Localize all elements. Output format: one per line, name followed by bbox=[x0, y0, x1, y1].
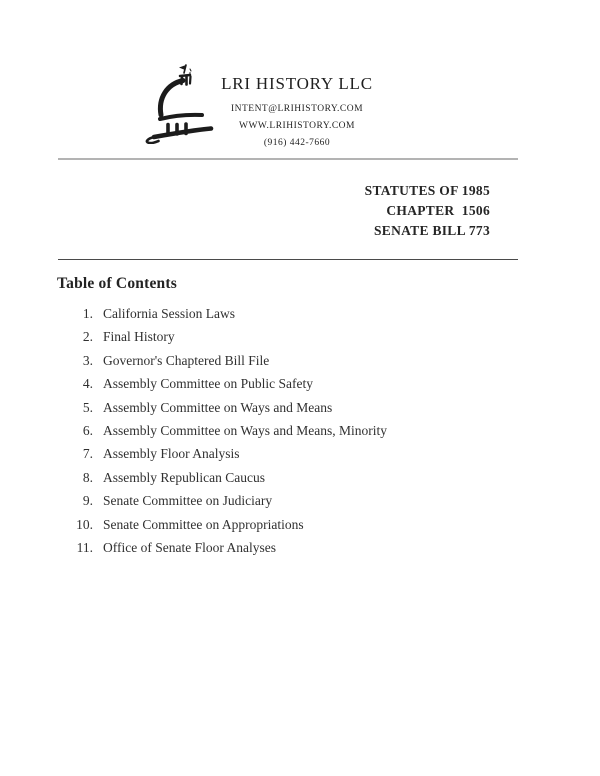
toc-item-number: 10. bbox=[76, 516, 93, 532]
toc-list-item bbox=[58, 329, 518, 352]
toc-list-item bbox=[58, 353, 518, 376]
toc-item-number: 1. bbox=[82, 306, 93, 321]
contact-website: WWW.LRIHISTORY.COM bbox=[239, 121, 355, 131]
toc-list-item bbox=[58, 446, 518, 469]
toc-item-number: 2. bbox=[82, 329, 93, 345]
toc-item-number: 5. bbox=[82, 399, 93, 415]
statutes-line: STATUTES OF 1985 bbox=[364, 183, 490, 198]
senate-bill-line: SENATE BILL 773 bbox=[373, 223, 490, 238]
toc-heading: Table of Contents bbox=[57, 275, 177, 292]
divider-rule-bottom bbox=[58, 259, 518, 260]
toc-item-number: 11. bbox=[76, 539, 93, 555]
toc-item-label: Assembly Republican Caucus bbox=[103, 469, 265, 485]
toc-list-item bbox=[58, 306, 518, 329]
divider-rule-top bbox=[58, 158, 518, 160]
toc-item-number: 4. bbox=[82, 376, 93, 392]
toc-list-item bbox=[58, 470, 518, 493]
toc-item-label: Assembly Floor Analysis bbox=[103, 446, 240, 462]
toc-list-item bbox=[58, 423, 518, 446]
statute-reference bbox=[365, 181, 490, 241]
toc-list-item bbox=[58, 517, 518, 540]
contact-phone: (916) 442-7660 bbox=[263, 138, 331, 148]
toc-list-item bbox=[58, 493, 518, 516]
toc-list-item bbox=[58, 540, 518, 563]
toc-item-label: Senate Committee on Appropriations bbox=[103, 516, 304, 532]
toc-item-label: Assembly Committee on Ways and Means bbox=[103, 399, 333, 415]
toc-item-label: Assembly Committee on Public Safety bbox=[103, 376, 313, 392]
toc-list-item bbox=[58, 376, 518, 399]
toc-item-label: Senate Committee on Judiciary bbox=[103, 493, 273, 509]
contact-email: INTENT@LRIHISTORY.COM bbox=[230, 104, 364, 114]
toc-item-number: 3. bbox=[82, 352, 93, 368]
toc-item-label: Final History bbox=[103, 329, 175, 345]
toc-item-label: California Session Laws bbox=[103, 306, 235, 321]
toc-item-number: 8. bbox=[82, 469, 93, 485]
toc-item-label: Governor's Chaptered Bill File bbox=[103, 352, 270, 368]
chapter-line: CHAPTER 1506 bbox=[386, 203, 490, 218]
toc-item-number: 7. bbox=[82, 446, 93, 462]
toc-item-number: 6. bbox=[82, 422, 93, 438]
company-name: LRI HISTORY LLC bbox=[221, 74, 373, 93]
toc-item-number: 9. bbox=[82, 493, 93, 509]
toc-list bbox=[58, 306, 518, 563]
toc-item-label: Office of Senate Floor Analyses bbox=[103, 539, 276, 555]
letterhead bbox=[197, 74, 397, 152]
toc-item-label: Assembly Committee on Ways and Means, Minority bbox=[103, 422, 388, 438]
toc-list-item bbox=[58, 400, 518, 423]
